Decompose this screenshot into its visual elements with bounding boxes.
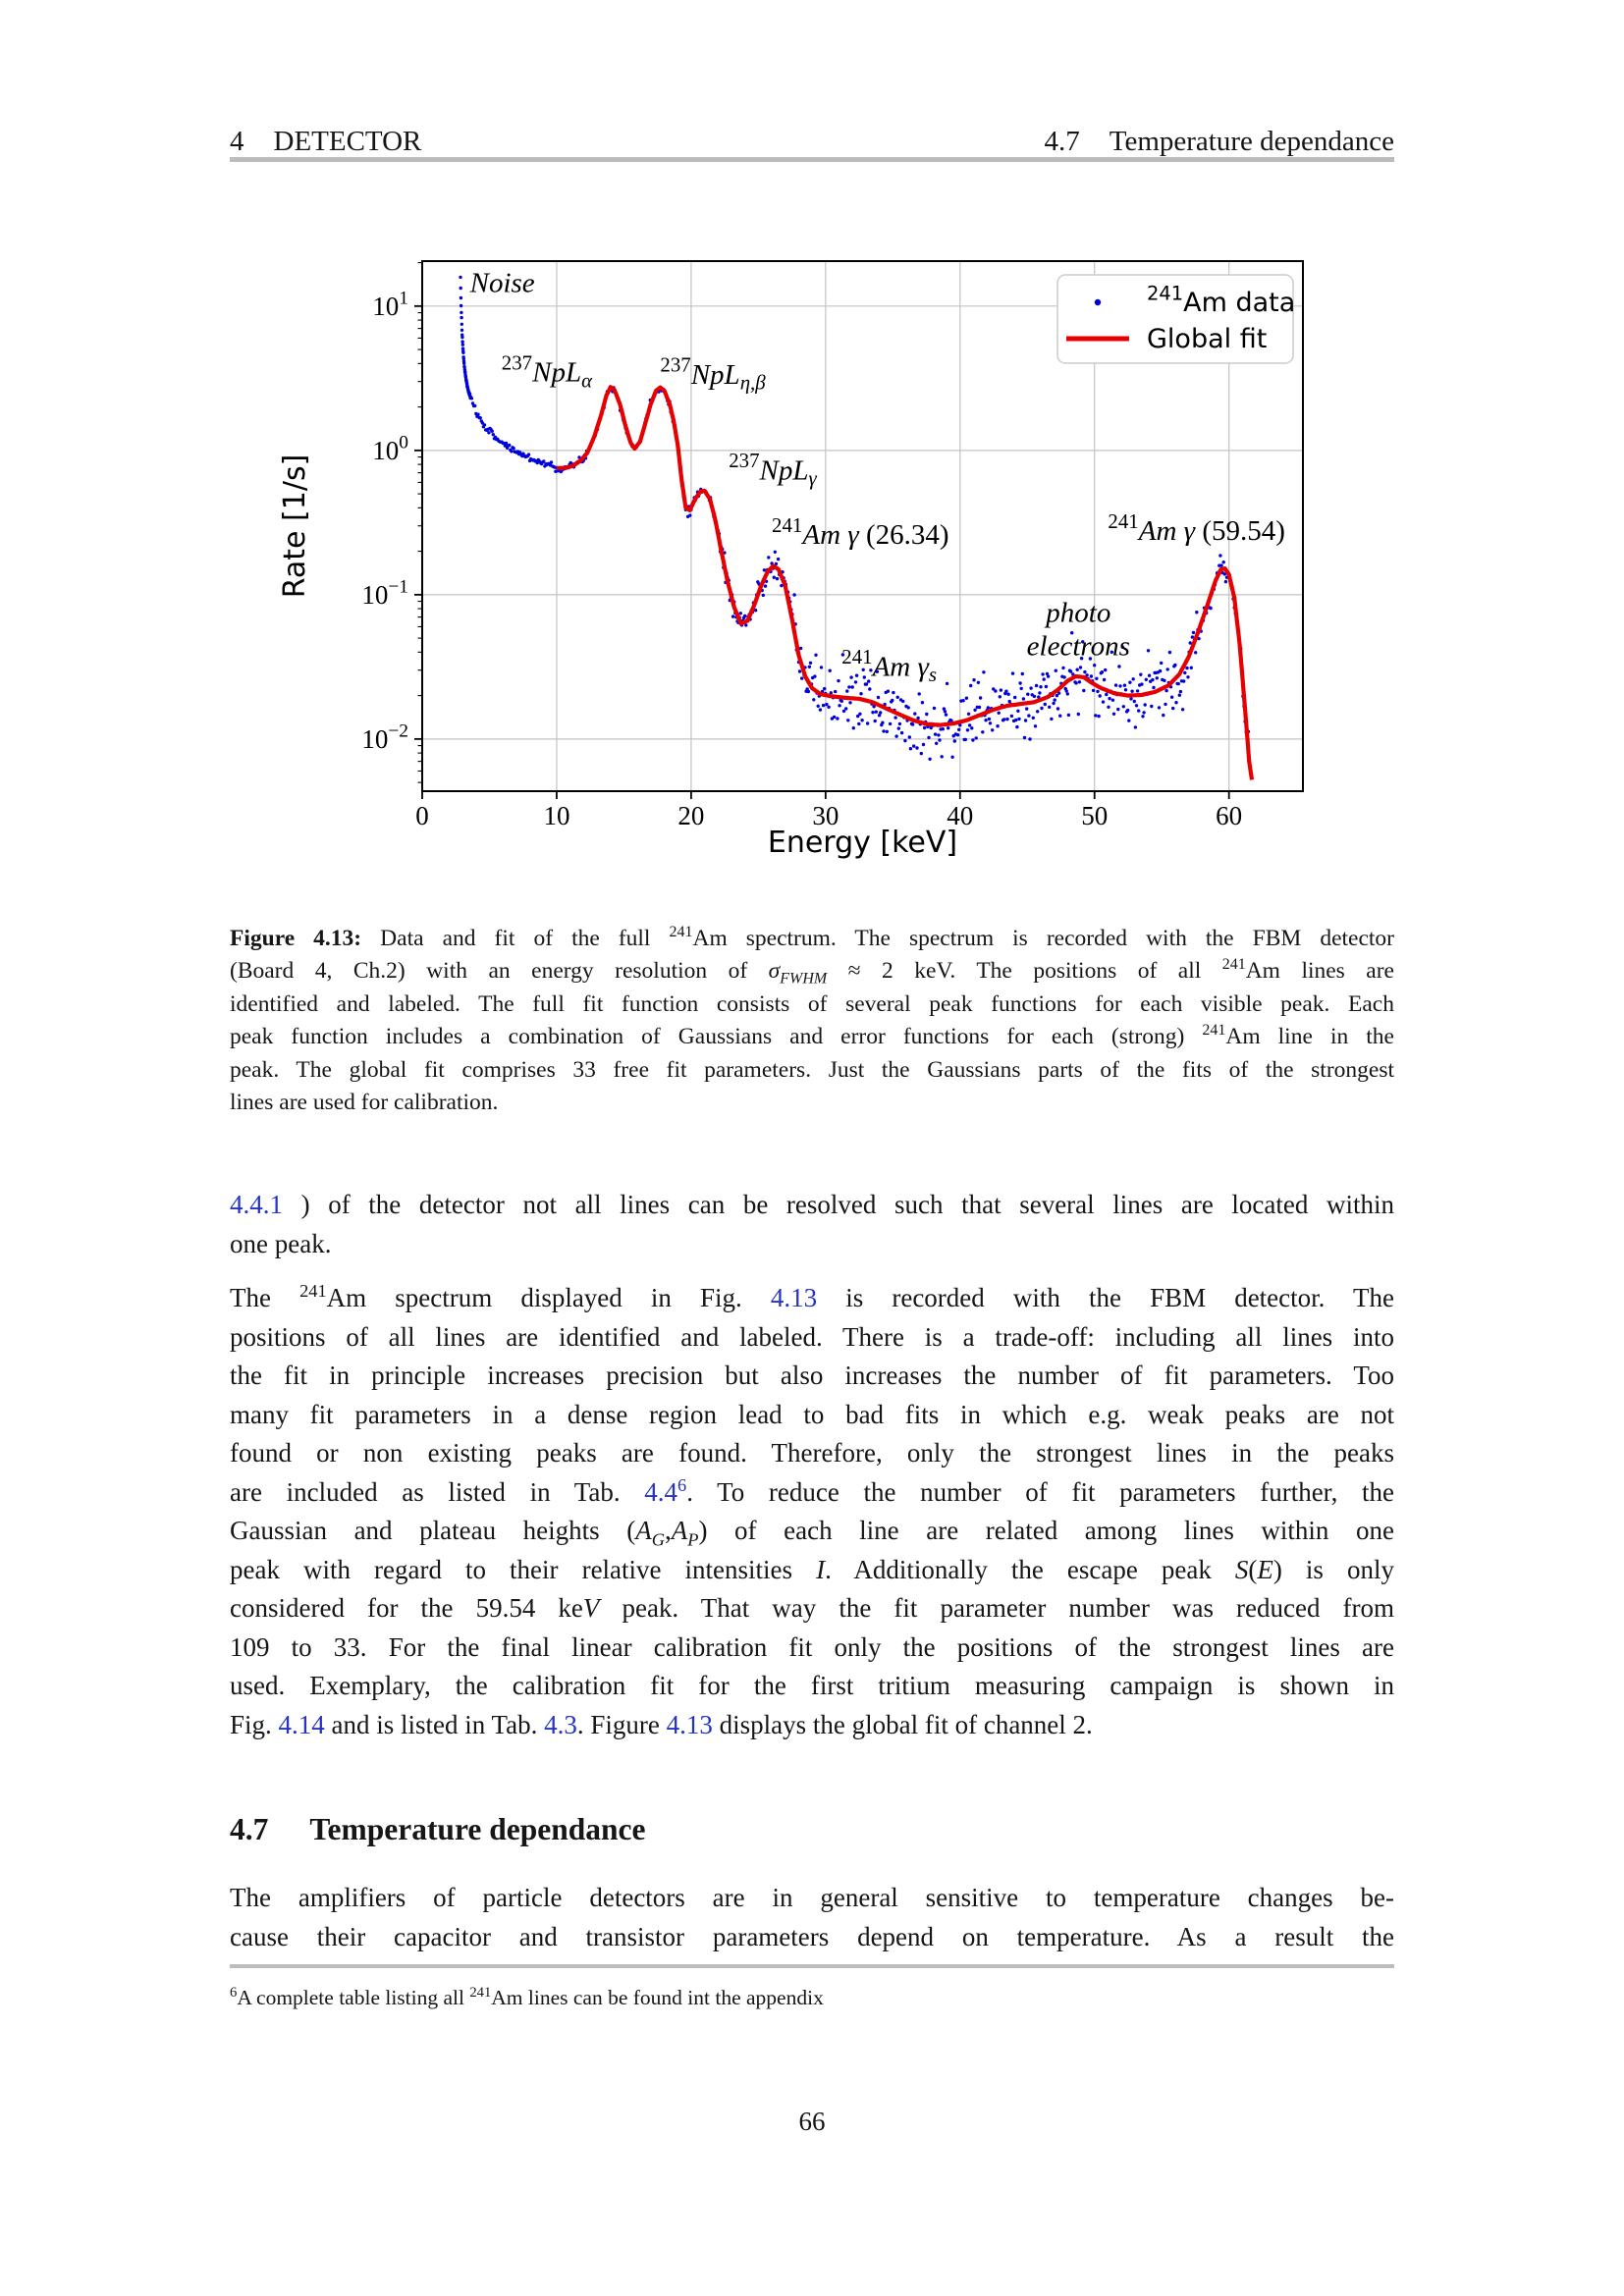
text-line: considered for the 59.54 keV peak. That way the fit parameter number was reduced from [230, 1593, 1395, 1623]
text-line: The amplifiers of particle detectors are in general sensitive to temperature changes be- [230, 1883, 1394, 1912]
legend-data-marker [1095, 299, 1101, 305]
y-axis-label: Rate [1/s] [278, 454, 312, 599]
text-line: identified and labeled. The full fit function consists of several peak functions for each visible peak. Each [230, 990, 1394, 1017]
text-line: the fit in principle increases precision but also increases the number of fit parameters. Too [230, 1361, 1394, 1390]
text-line: found or non existing peaks are found. Therefore, only the strongest lines in the peaks [230, 1438, 1394, 1468]
legend-label-fit: Global fit [1147, 324, 1268, 354]
text-line: 4.4.1 ) of the detector not all lines can be resolved such that several lines are located within [230, 1190, 1394, 1219]
header-right-title: Temperature dependance [1109, 126, 1394, 157]
header-right-number: 4.7 [1044, 126, 1080, 157]
figure-caption [230, 923, 1394, 1119]
svg-text:241Am γs: $^{241}$Am γs [841, 645, 938, 687]
text-line: peak with regard to their relative intensities I. Additionally the escape peak S(E) is only [230, 1554, 1394, 1584]
svg-text:237NpLα: $^{237}$NpLα [501, 350, 593, 393]
svg-text:photo: photo [1046, 597, 1111, 629]
svg-text:60: 60 [1216, 801, 1243, 830]
text-line: Fig. 4.14 and is listed in Tab. 4.3. Figure 4.13 displays the global fit of channel 2. [230, 1709, 1093, 1739]
text-line: peak. The global fit comprises 33 free fit parameters. Just the Gaussians parts of the fits of the strongest [230, 1056, 1394, 1083]
text-line: many fit parameters in a dense region lead to bad fits in which e.g. weak peaks are not [230, 1399, 1394, 1429]
section-heading [230, 1812, 646, 1847]
ref-link[interactable]: 4.13 [770, 1283, 818, 1312]
section-number: 4.7 [230, 1812, 269, 1846]
svg-text:20: 20 [677, 801, 705, 830]
svg-text:10−1: $10^{-1}$ [361, 576, 408, 610]
ref-link[interactable]: 4.4 [644, 1476, 678, 1507]
text-line: used. Exemplary, the calibration fit for the first tritium measuring campaign is shown in [230, 1671, 1394, 1700]
text-line: The $^{241}$Am spectrum displayed in Fig. 4.13 is recorded with the FBM detector. The [230, 1281, 1394, 1312]
svg-text:30: 30 [812, 801, 839, 830]
text-line: peak function includes a combination of Gaussians and error functions for each (strong) $^{241}$Am line in the [230, 1022, 1394, 1050]
spectrum-chart [275, 243, 1365, 891]
body-paragraph-2 [230, 1279, 1394, 1744]
svg-text:10: 10 [543, 801, 570, 830]
svg-text:101: $10^1$ [372, 288, 408, 321]
text-line: cause their capacitor and transistor parameters depend on temperature. As a result the [230, 1921, 1394, 1951]
text-line: positions of all lines are identified and labeled. There is a trade-off: including all lines into [230, 1321, 1394, 1352]
text-line: (Board 4, Ch.2) with an energy resolution of $\sigma_{FWHM} \approx 2$ keV. The positions of all $^{241}$Am lines are [230, 956, 1394, 988]
svg-text:Noise: Noise [469, 267, 535, 299]
header-left-title: DETECTOR [273, 126, 422, 157]
svg-text:237NpLγ: $^{237}$NpLγ [729, 449, 817, 491]
body-paragraph-1 [230, 1186, 1394, 1263]
text-line: 109 to 33. For the final linear calibration fit only the positions of the strongest lines are [230, 1631, 1394, 1662]
text-line: Figure 4.13: Data and fit of the full $^{241}$Am spectrum. The spectrum is recorded with the FBM detector [230, 924, 1395, 951]
page-number: 66 [798, 2107, 826, 2136]
svg-text:100: $10^0$ [372, 432, 408, 465]
text-line: are included as listed in Tab. $4.4^6$. To reduce the number of fit parameters further, the [230, 1474, 1394, 1507]
body-paragraph-3 [230, 1879, 1394, 1956]
svg-text:241Am γ (26.34): $^{241}$Am γ (26.34) [772, 512, 949, 552]
svg-text:40: 40 [947, 801, 974, 830]
header-left [230, 126, 421, 158]
text-line: one peak. [230, 1228, 332, 1258]
text-line: lines are used for calibration. [230, 1090, 499, 1116]
ref-link[interactable]: 4.3 [544, 1709, 577, 1739]
svg-text:electrons: electrons [1026, 630, 1130, 663]
legend-label-data: $^{241}$Am data [1147, 282, 1296, 318]
svg-text:237NpLη,β: $^{237}$NpLη,β [660, 352, 766, 395]
header-rule [230, 157, 1394, 162]
text-line: Gaussian and plateau heights $(A_G,A_P)$ of each line are related among lines within one [230, 1516, 1394, 1550]
footnote: $^6$A complete table listing all $^{241}$Am lines can be found int the appendix [230, 1984, 824, 2009]
legend [1057, 275, 1295, 363]
header-left-number: 4 [230, 126, 244, 157]
svg-text:50: 50 [1081, 801, 1109, 830]
spectrum-plot-svg [275, 243, 1365, 891]
header-right [1045, 126, 1394, 158]
svg-text:0: 0 [415, 801, 429, 830]
x-axis-label: Energy [keV] [767, 826, 958, 860]
svg-text:10−2: $10^{-2}$ [361, 721, 408, 754]
spectrum-figure [275, 243, 1365, 891]
footnote-rule [230, 1964, 1394, 1968]
footnote-mark-link[interactable]: 6 [677, 1474, 687, 1495]
svg-text:241Am γ (59.54): $^{241}$Am γ (59.54) [1108, 508, 1285, 547]
ref-link[interactable]: 4.13 [666, 1709, 713, 1739]
ref-link[interactable]: 4.4.1 [230, 1190, 283, 1219]
caption-label: Figure 4.13: [230, 926, 362, 951]
section-title: Temperature dependance [309, 1812, 646, 1846]
ref-link[interactable]: 4.14 [278, 1709, 325, 1739]
